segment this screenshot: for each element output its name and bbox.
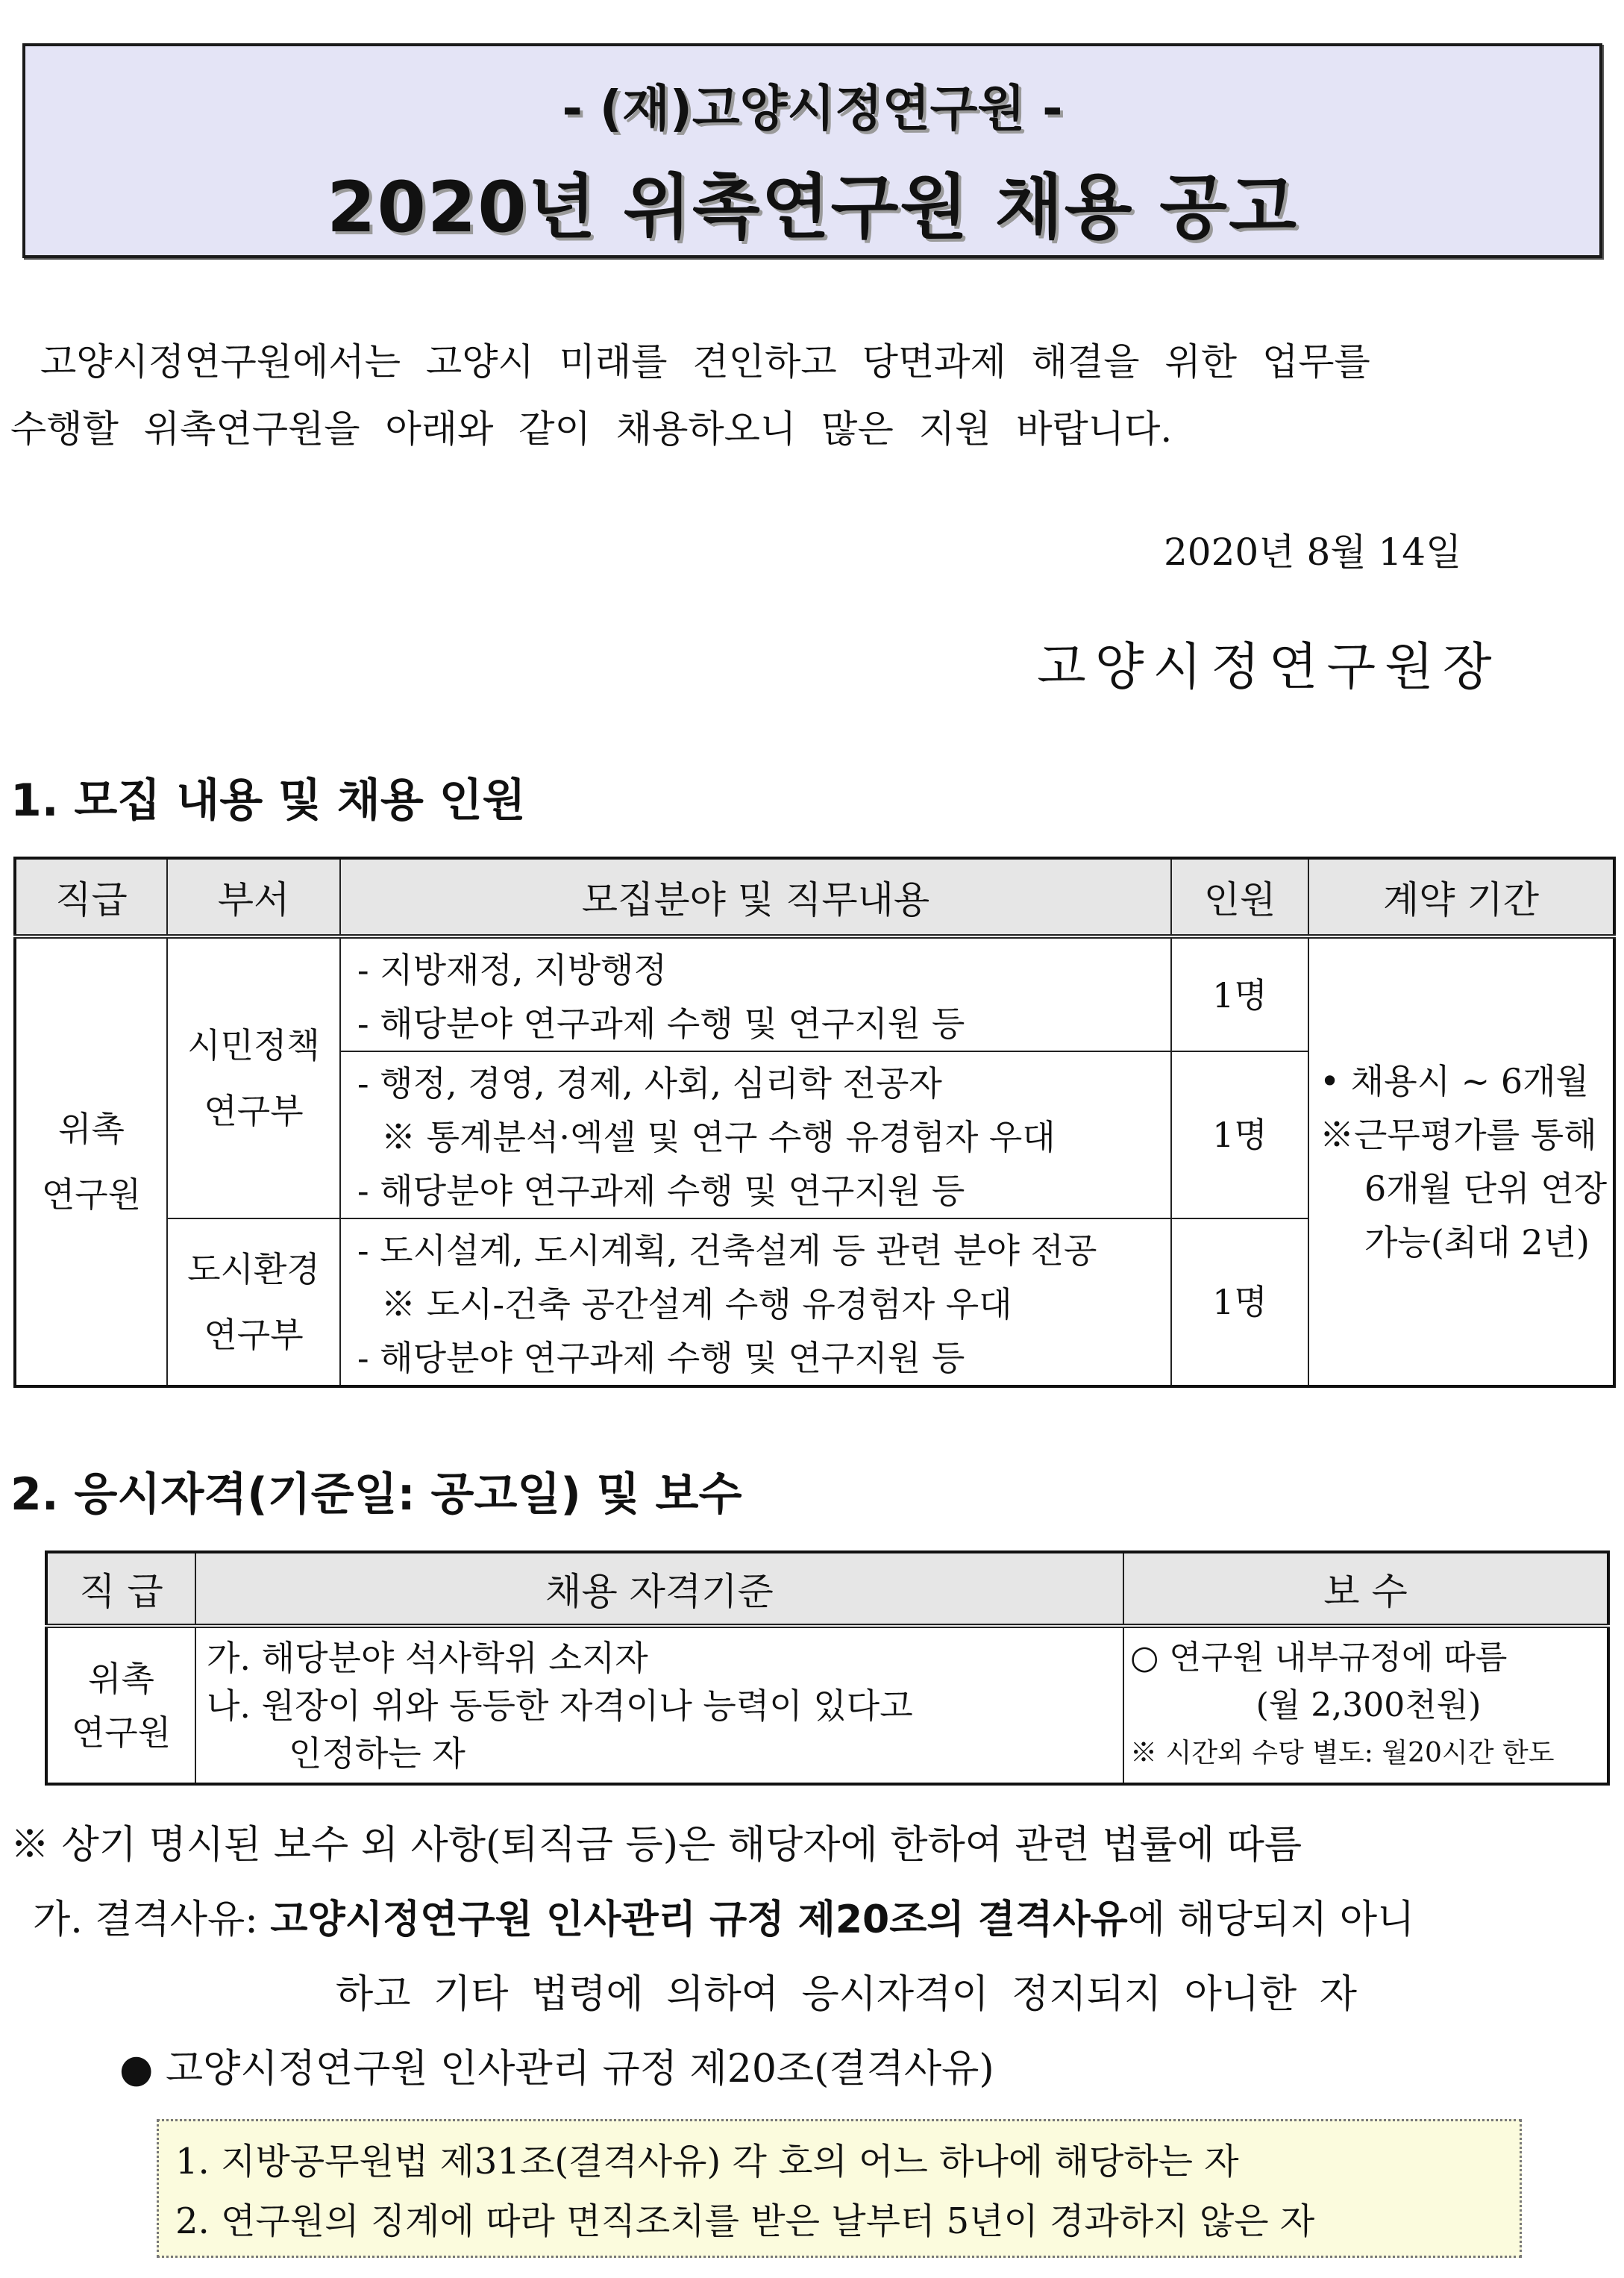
intro-line-1: 고양시정연구원에서는 고양시 미래를 견인하고 당면과제 해결을 위한 업무를 bbox=[40, 340, 1370, 384]
table-row bbox=[15, 936, 1614, 1051]
bullet-icon: ● bbox=[119, 2047, 166, 2091]
disq-rest: 에 해당되지 아니 bbox=[1127, 1897, 1415, 1942]
page-title: 2020년 위촉연구원 채용 공고 bbox=[327, 167, 1298, 248]
duties-cell bbox=[340, 1218, 1171, 1386]
intro-paragraph bbox=[10, 328, 1614, 463]
duty-line: - 해당분야 연구과제 수행 및 연구지원 등 bbox=[357, 1338, 965, 1378]
header-rank: 직 급 bbox=[46, 1552, 195, 1626]
pay-line: ※ 시간외 수당 별도: 월20시간 한도 bbox=[1130, 1737, 1555, 1768]
org-name: - (재)고양시정연구원 - bbox=[562, 80, 1063, 137]
announcement-date: 2020년 8월 14일 bbox=[1164, 531, 1462, 574]
duty-line: - 도시설계, 도시계획, 건축설계 등 관련 분야 전공 bbox=[357, 1230, 1097, 1271]
table-header-row bbox=[46, 1552, 1608, 1626]
dept-line: 연구부 bbox=[204, 1091, 304, 1131]
duty-line: - 해당분야 연구과제 수행 및 연구지원 등 bbox=[357, 1171, 965, 1211]
disqualification-line bbox=[33, 1888, 1414, 1944]
criteria-cell bbox=[195, 1626, 1123, 1784]
section1-heading: 1. 모집 내용 및 채용 인원 bbox=[10, 775, 526, 827]
dept-line: 시민정책 bbox=[187, 1025, 320, 1066]
rank-cell bbox=[15, 936, 167, 1386]
count-cell: 1명 bbox=[1171, 1218, 1308, 1386]
header-dept: 부서 bbox=[167, 858, 340, 936]
dept-cell bbox=[167, 936, 340, 1218]
dept-line: 도시환경 bbox=[187, 1249, 320, 1289]
regulation-bullet bbox=[119, 2037, 994, 2093]
contract-line: 6개월 단위 연장 bbox=[1364, 1168, 1608, 1209]
header-count: 인원 bbox=[1171, 858, 1308, 936]
title-box bbox=[22, 43, 1602, 258]
pay-line: ○ 연구원 내부규정에 따름 bbox=[1130, 1638, 1508, 1677]
criteria-line: 인정하는 자 bbox=[289, 1733, 465, 1774]
rank-cell bbox=[46, 1626, 195, 1784]
header-criteria: 채용 자격기준 bbox=[195, 1552, 1123, 1626]
duty-line: - 행정, 경영, 경제, 사회, 심리학 전공자 bbox=[357, 1063, 942, 1104]
dept-line: 연구부 bbox=[204, 1315, 304, 1355]
contract-line: 가능(최대 2년) bbox=[1364, 1222, 1590, 1262]
rank-line: 연구원 bbox=[71, 1712, 172, 1753]
contract-line: ※근무평가를 통해 bbox=[1320, 1115, 1597, 1155]
criteria-line: 가. 해당분야 석사학위 소지자 bbox=[207, 1637, 648, 1678]
signatory: 고양시정연구원장 bbox=[1037, 638, 1501, 697]
section2-heading: 2. 응시자격(기준일: 공고일) 및 보수 bbox=[10, 1468, 742, 1521]
header-contract: 계약 기간 bbox=[1308, 858, 1614, 936]
list-item: 2. 연구원의 징계에 따라 면직조치를 받은 날부터 5년이 경과하지 않은 자 bbox=[175, 2200, 1315, 2242]
count-cell: 1명 bbox=[1171, 936, 1308, 1051]
rank-line: 위촉 bbox=[88, 1658, 154, 1699]
duty-line: - 해당분야 연구과제 수행 및 연구지원 등 bbox=[357, 1004, 965, 1044]
criteria-line: 나. 원장이 위와 동등한 자격이나 능력이 있다고 bbox=[207, 1685, 913, 1726]
rank-line: 연구원 bbox=[41, 1174, 142, 1215]
duties-cell bbox=[340, 936, 1171, 1051]
contract-line: • 채용시 ~ 6개월 bbox=[1320, 1061, 1589, 1101]
duty-line: ※ 도시-건축 공간설계 수행 유경험자 우대 bbox=[381, 1284, 1012, 1324]
table-row bbox=[46, 1626, 1608, 1784]
header-duties: 모집분야 및 직무내용 bbox=[340, 858, 1171, 936]
duties-cell bbox=[340, 1051, 1171, 1218]
recruitment-table bbox=[13, 857, 1616, 1388]
dept-cell bbox=[167, 1218, 340, 1386]
bullet-text: 고양시정연구원 인사관리 규정 제20조(결격사유) bbox=[165, 2047, 994, 2091]
header-pay: 보 수 bbox=[1123, 1552, 1608, 1626]
disq-label: 가. 결격사유: bbox=[33, 1897, 271, 1942]
count-cell: 1명 bbox=[1171, 1051, 1308, 1218]
rank-line: 위촉 bbox=[58, 1109, 125, 1149]
duty-line: ※ 통계분석·엑셀 및 연구 수행 유경험자 우대 bbox=[381, 1117, 1056, 1157]
list-item: 1. 지방공무원법 제31조(결격사유) 각 호의 어느 하나에 해당하는 자 bbox=[175, 2141, 1239, 2182]
duty-line: - 지방재정, 지방행정 bbox=[357, 950, 667, 990]
note-severance: ※ 상기 명시된 보수 외 사항(퇴직금 등)은 해당자에 한하여 관련 법률에 따름 bbox=[10, 1823, 1302, 1868]
table-header-row bbox=[15, 858, 1614, 936]
header-rank: 직급 bbox=[15, 858, 167, 936]
intro-line-2: 수행할 위촉연구원을 아래와 같이 채용하오니 많은 지원 바랍니다. bbox=[10, 407, 1173, 451]
disq-bold: 고양시정연구원 인사관리 규정 제20조의 결격사유 bbox=[270, 1897, 1128, 1942]
pay-line: (월 2,300천원) bbox=[1255, 1686, 1482, 1724]
qualification-table bbox=[45, 1551, 1610, 1786]
disqualification-line-2: 하고 기타 법령에 의하여 응시자격이 정지되지 아니한 자 bbox=[336, 1972, 1358, 2017]
pay-cell bbox=[1123, 1626, 1608, 1784]
contract-cell bbox=[1308, 936, 1614, 1386]
disqualification-box bbox=[157, 2119, 1522, 2258]
